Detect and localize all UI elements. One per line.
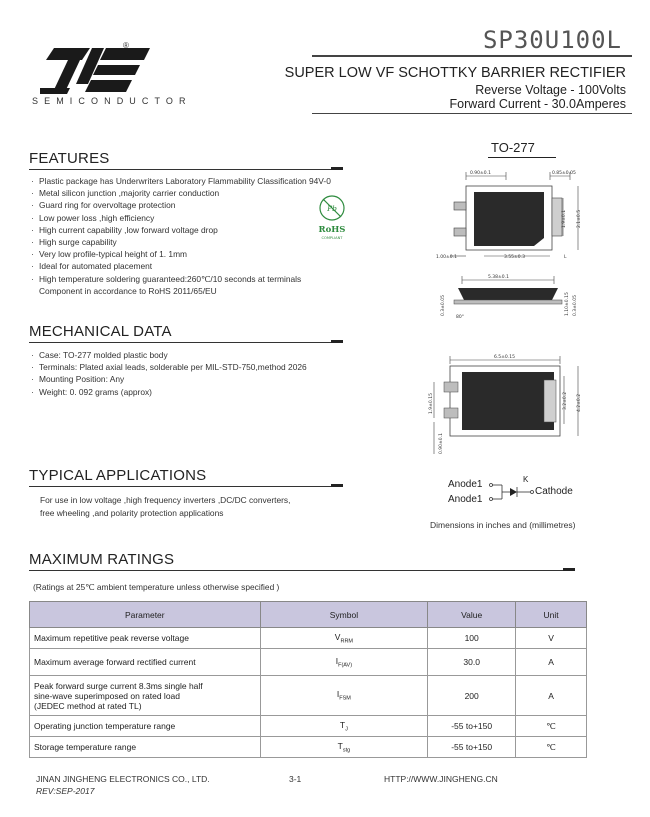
- divider: [29, 169, 343, 170]
- symbol-cell: $T_J$: [260, 716, 428, 737]
- ratings-table: [29, 601, 587, 758]
- list-item: · Metal silicon junction ,majority carrier conduction: [31, 187, 391, 199]
- param-cell: Peak forward surge current 8.3ms single half sine-wave superimposed on rated load (JEDEC method at rated TL): [30, 676, 261, 716]
- list-item: · High temperature soldering guaranteed:260℃/10 seconds at terminals: [31, 273, 391, 285]
- svg-text:L: L: [564, 255, 567, 260]
- svg-text:0.90±0.1: 0.90±0.1: [470, 171, 491, 176]
- mechanical-list: [31, 349, 391, 398]
- value-cell: 100: [428, 628, 516, 649]
- pin-k-label: K: [523, 475, 529, 484]
- divider: [563, 568, 575, 571]
- value-cell: -55 to+150: [428, 737, 516, 758]
- symbol-cell: $T_{stg}$: [260, 737, 428, 758]
- svg-text:1.00±0.1: 1.00±0.1: [436, 255, 457, 260]
- ratings-heading: MAXIMUM RATINGS: [29, 551, 175, 568]
- divider: [331, 340, 343, 343]
- svg-text:4.2±0.2: 4.2±0.2: [577, 393, 582, 412]
- param-cell: Maximum average forward rectified current: [30, 649, 261, 676]
- list-item: · Very low profile-typical height of 1. 1mm: [31, 248, 391, 260]
- applications-heading: TYPICAL APPLICATIONS: [29, 467, 207, 484]
- divider: [488, 157, 556, 158]
- page-number: 3-1: [289, 774, 302, 784]
- dimensions-note: Dimensions in inches and (millimetres): [430, 520, 576, 530]
- unit-cell: ℃: [516, 737, 587, 758]
- mechanical-heading: MECHANICAL DATA: [29, 323, 172, 340]
- list-item: Component in accordance to RoHS 2011/65/EU: [39, 285, 217, 296]
- document-title: SUPER LOW VF SCHOTTKY BARRIER RECTIFIER: [284, 65, 626, 81]
- table-row: [30, 676, 587, 716]
- svg-text:5.38±0.1: 5.38±0.1: [488, 275, 509, 280]
- applications-line: free wheeling ,and polarity protection applications: [40, 508, 224, 518]
- table-row: [30, 716, 587, 737]
- svg-text:0.3±0.05: 0.3±0.05: [441, 295, 446, 316]
- symbol-cell: $V_{RRM}$: [260, 628, 428, 649]
- list-item: · Low power loss ,high efficiency: [31, 212, 391, 224]
- svg-text:0.3±0.05: 0.3±0.05: [573, 295, 578, 316]
- list-item: · Plastic package has Underwriters Laboratory Flammability Classification 94V-0: [31, 175, 391, 187]
- unit-cell: A: [516, 649, 587, 676]
- svg-text:3.2±0.2: 3.2±0.2: [563, 391, 568, 410]
- features-heading: FEATURES: [29, 150, 110, 167]
- unit-cell: A: [516, 676, 587, 716]
- list-item: · Terminals: Plated axial leads, solderable per MIL-STD-750,method 2026: [31, 361, 391, 373]
- reverse-voltage-spec: Reverse Voltage - 100Volts: [475, 83, 626, 97]
- package-name: TO-277: [491, 140, 535, 155]
- svg-text:80°: 80°: [456, 315, 464, 320]
- pin-cathode: Cathode: [535, 486, 573, 497]
- footer-revision: REV:SEP-2017: [36, 786, 95, 796]
- package-outline-drawing: [418, 166, 608, 466]
- company-wordmark: SEMICONDUCTOR: [32, 96, 192, 106]
- value-cell: 30.0: [428, 649, 516, 676]
- divider: [331, 167, 343, 170]
- svg-text:1.9±0.1: 1.9±0.1: [562, 209, 567, 228]
- svg-text:3.55±0.3: 3.55±0.3: [504, 255, 525, 260]
- param-cell: Operating junction temperature range: [30, 716, 261, 737]
- value-cell: -55 to+150: [428, 716, 516, 737]
- divider: [312, 113, 632, 114]
- divider: [29, 486, 343, 487]
- rohs-label: RoHS: [318, 225, 346, 235]
- svg-text:6.5±0.15: 6.5±0.15: [494, 355, 515, 360]
- applications-text: [40, 494, 290, 520]
- list-item: · Weight: 0. 092 grams (approx): [31, 386, 391, 398]
- table-row: [30, 649, 587, 676]
- forward-current-spec: Forward Current - 30.0Amperes: [449, 97, 626, 111]
- part-number: SP30U100L: [482, 26, 622, 54]
- column-header: Parameter: [30, 602, 261, 628]
- registered-mark: ®: [123, 41, 129, 50]
- svg-text:1.10±0.15: 1.10±0.15: [565, 292, 570, 316]
- symbol-cell: $I_{F(AV)}$: [260, 649, 428, 676]
- applications-line: For use in low voltage ,high frequency inverters ,DC/DC converters,: [40, 495, 291, 505]
- diode-symbol-icon: [488, 480, 538, 504]
- column-header: Unit: [516, 602, 587, 628]
- svg-text:2.1±0.5: 2.1±0.5: [577, 209, 582, 228]
- pb-symbol: Pb: [327, 204, 337, 213]
- pin-anode1-bottom: Anode1: [448, 494, 483, 505]
- table-row: [30, 737, 587, 758]
- list-item: · Ideal for automated placement: [31, 260, 391, 272]
- param-cell: Storage temperature range: [30, 737, 261, 758]
- table-header-row: [30, 602, 587, 628]
- svg-text:1.9±0.15: 1.9±0.15: [429, 393, 434, 414]
- column-header: Symbol: [260, 602, 428, 628]
- divider: [29, 342, 343, 343]
- unit-cell: ℃: [516, 716, 587, 737]
- list-item: · High current capability ,low forward voltage drop: [31, 224, 391, 236]
- list-item: · High surge capability: [31, 236, 391, 248]
- symbol-cell: $I_{FSM}$: [260, 676, 428, 716]
- list-item: · Mounting Position: Any: [31, 373, 391, 385]
- unit-cell: V: [516, 628, 587, 649]
- divider: [312, 55, 632, 57]
- company-logo: [40, 48, 160, 94]
- rohs-sublabel: COMPLIANT: [321, 236, 343, 240]
- rohs-badge: [312, 194, 352, 244]
- divider: [331, 484, 343, 487]
- divider: [29, 570, 575, 571]
- footer-url: HTTP://WWW.JINGHENG.CN: [384, 774, 498, 784]
- column-header: Value: [428, 602, 516, 628]
- svg-text:0.85±0.05: 0.85±0.05: [552, 171, 576, 176]
- ratings-note: (Ratings at 25℃ ambient temperature unless otherwise specified ): [33, 582, 280, 592]
- value-cell: 200: [428, 676, 516, 716]
- pin-anode1-top: Anode1: [448, 479, 483, 490]
- list-item: · Guard ring for overvoltage protection: [31, 199, 391, 211]
- list-item: · Case: TO-277 molded plastic body: [31, 349, 391, 361]
- footer-company: JINAN JINGHENG ELECTRONICS CO., LTD.: [36, 774, 210, 784]
- svg-text:0.90±0.1: 0.90±0.1: [439, 433, 444, 454]
- table-row: [30, 628, 587, 649]
- param-cell: Maximum repetitive peak reverse voltage: [30, 628, 261, 649]
